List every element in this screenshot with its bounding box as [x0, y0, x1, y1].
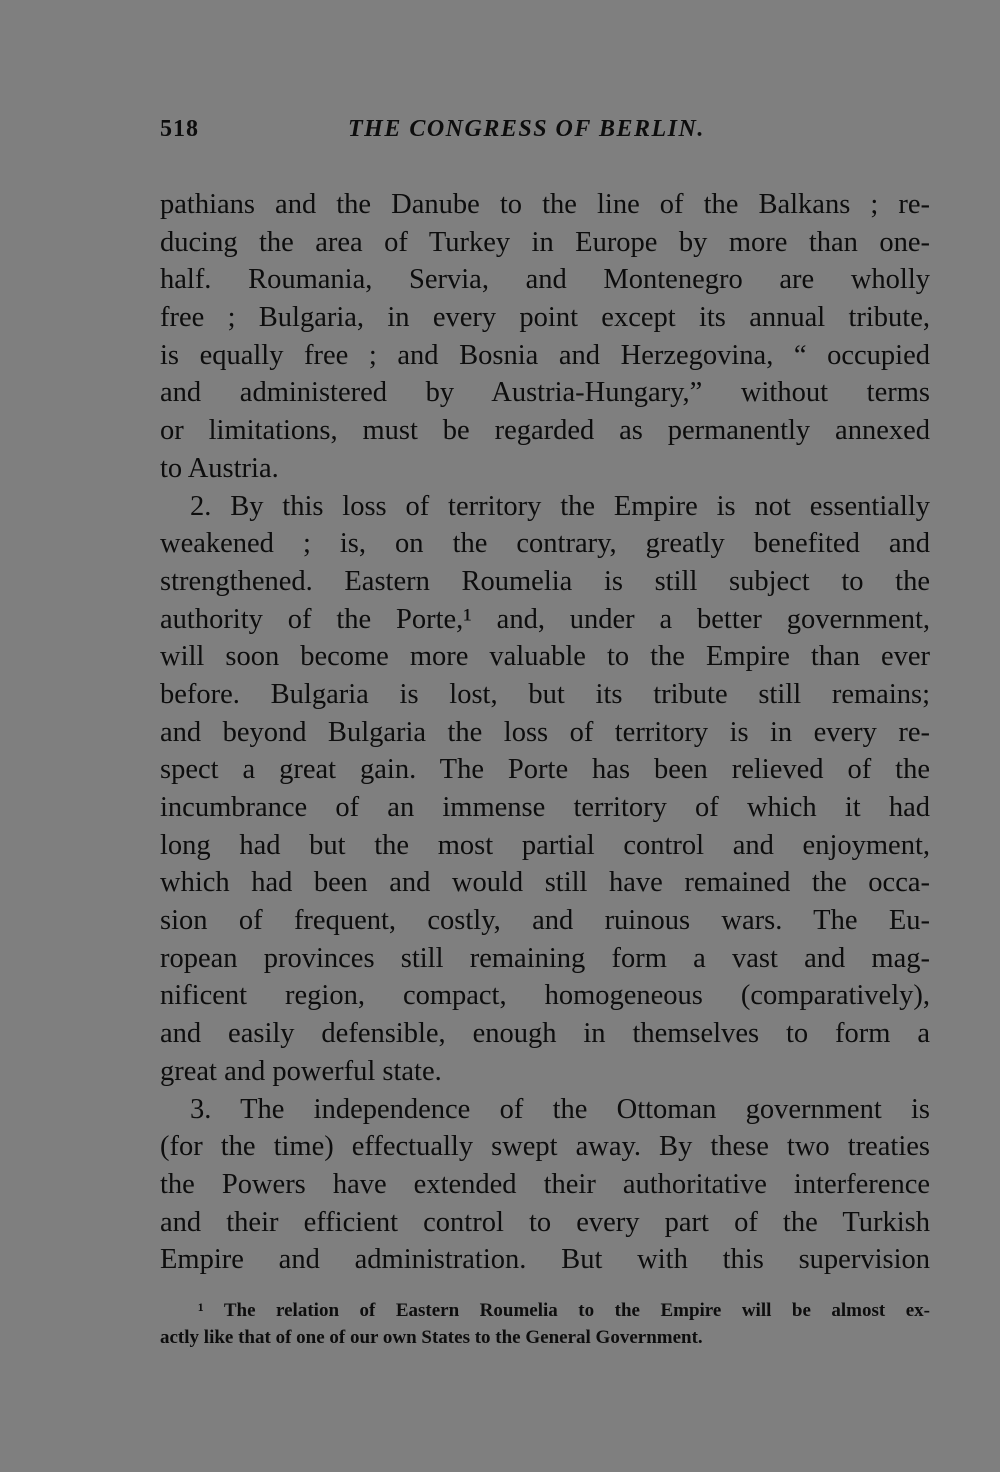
text-line: before. Bulgaria is lost, but its tribute still remains; — [160, 678, 930, 710]
text-line: weakened ; is, on the contrary, greatly benefited and — [160, 528, 930, 560]
text-line: ropean provinces still remaining form a vast and mag- — [160, 942, 930, 974]
text-line: is equally free ; and Bosnia and Herzegovina, “ occupied — [160, 339, 930, 371]
text-line: and easily defensible, enough in themselves to form a — [160, 1018, 930, 1050]
text-line: 3. The independence of the Ottoman government is — [190, 1093, 930, 1125]
text-line: or limitations, must be regarded as permanently annexed — [160, 415, 930, 447]
body-text — [160, 186, 930, 1279]
footnote-line: actly like that of one of our own States to the General Government. — [160, 1327, 703, 1348]
text-line: (for the time) effectually swept away. By these two treaties — [160, 1131, 930, 1163]
text-line: spect a great gain. The Porte has been relieved of the — [160, 754, 930, 786]
text-line: pathians and the Danube to the line of the Balkans ; re- — [160, 189, 930, 220]
text-line: long had but the most partial control and enjoyment, — [160, 829, 930, 861]
text-line: great and powerful state. — [160, 1055, 442, 1087]
text-line: sion of frequent, costly, and ruinous wars. The Eu- — [160, 905, 930, 937]
text-line: nificent region, compact, homogeneous (comparatively), — [160, 980, 930, 1012]
text-line: and their efficient control to every part of the Turkish — [160, 1206, 930, 1238]
text-line: free ; Bulgaria, in every point except its annual tribute, — [160, 302, 930, 334]
text-line: and beyond Bulgaria the loss of territory is in every re- — [160, 716, 930, 748]
running-title: THE CONGRESS OF BERLIN. — [348, 116, 705, 142]
text-line: which had been and would still have remained the occa- — [160, 867, 930, 899]
footnote-line: ¹ The relation of Eastern Roumelia to the Empire will be almost ex- — [198, 1300, 930, 1321]
text-line: and administered by Austria-Hungary,” without terms — [160, 377, 930, 409]
text-line: incumbrance of an immense territory of which it had — [160, 792, 930, 823]
text-line: half. Roumania, Servia, and Montenegro are wholly — [160, 264, 930, 296]
running-head — [160, 116, 930, 150]
text-line: authority of the Porte,¹ and, under a better government, — [160, 603, 930, 635]
text-line: Empire and administration. But with this supervision — [160, 1244, 930, 1276]
page-number: 518 — [160, 116, 199, 142]
text-line: will soon become more valuable to the Empire than ever — [160, 641, 930, 673]
text-line: to Austria. — [160, 452, 279, 484]
text-line: strengthened. Eastern Roumelia is still subject to the — [160, 565, 930, 597]
footnote — [160, 1297, 930, 1351]
text-line: ducing the area of Turkey in Europe by more than one- — [160, 226, 930, 258]
text-line: the Powers have extended their authoritative interference — [160, 1168, 930, 1200]
text-line: 2. By this loss of territory the Empire is not essentially — [190, 490, 930, 522]
